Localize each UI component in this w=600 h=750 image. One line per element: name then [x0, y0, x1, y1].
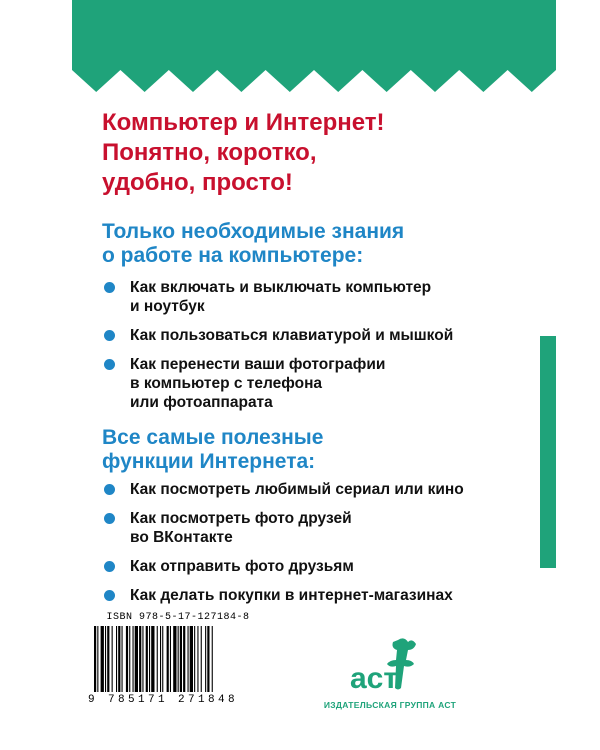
barcode-bar: [167, 626, 169, 692]
list-item-line: или фотоаппарата: [130, 394, 273, 411]
barcode-bars: [90, 626, 266, 694]
section1-title-line-1: Только необходимые знания: [102, 220, 405, 243]
section2-list: [102, 480, 532, 615]
bullet-dot-icon: [104, 590, 115, 601]
list-item: [102, 586, 532, 605]
list-item-line: Как отправить фото друзьям: [130, 558, 354, 575]
barcode-bar: [112, 626, 113, 692]
barcode-bar: [101, 626, 104, 692]
list-item-line: Как пользоваться клавиатурой и мышкой: [130, 327, 454, 344]
barcode-bar: [142, 626, 143, 692]
barcode-bar: [207, 626, 209, 692]
list-item: [102, 509, 532, 547]
barcode-bar: [94, 626, 96, 692]
bullet-dot-icon: [104, 330, 115, 341]
barcode-bar: [97, 626, 98, 692]
barcode-bar: [194, 626, 195, 692]
headline-line-2: Понятно, коротко,: [102, 139, 317, 166]
list-item-line: и ноутбук: [130, 298, 205, 315]
barcode-bar: [126, 626, 128, 692]
barcode-bar: [151, 626, 154, 692]
barcode-bar: [122, 626, 123, 692]
list-item-line: Как делать покупки в интернет-магазинах: [130, 587, 453, 604]
top-green-band: [72, 0, 556, 92]
barcode-bar: [170, 626, 171, 692]
barcode-bar: [149, 626, 150, 692]
barcode-bar: [212, 626, 213, 692]
section2-title-line-1: Все самые полезные: [102, 426, 324, 449]
side-green-tab: [540, 336, 556, 568]
list-item-line: Как перенести ваши фотографии: [130, 356, 386, 373]
barcode-bar: [188, 626, 189, 692]
bullet-dot-icon: [104, 359, 115, 370]
isbn-label: ISBN 978-5-17-127184-8: [106, 612, 250, 623]
barcode-bar: [157, 626, 158, 692]
bullet-dot-icon: [104, 561, 115, 572]
section1-list: [102, 278, 532, 422]
barcode-bar: [201, 626, 202, 692]
list-item-line: Как посмотреть любимый сериал или кино: [130, 481, 464, 498]
bullet-dot-icon: [104, 282, 115, 293]
barcode-bar: [139, 626, 141, 692]
barcode-bar: [173, 626, 176, 692]
list-item-line: во ВКонтакте: [130, 529, 233, 546]
barcode-bar: [129, 626, 130, 692]
headline-line-1: Компьютер и Интернет!: [102, 109, 385, 136]
barcode-bar: [107, 626, 109, 692]
list-item-line: в компьютер с телефона: [130, 375, 323, 392]
section2-title-line-2: функции Интернета:: [102, 450, 316, 473]
section1-title-line-2: о работе на компьютере:: [102, 244, 364, 267]
section2-title: [102, 426, 323, 474]
barcode-bar: [197, 626, 198, 692]
book-back-cover: [72, 0, 556, 721]
barcode-bar: [118, 626, 120, 692]
list-item-line: Как включать и выключать компьютер: [130, 279, 432, 296]
barcode-bar: [116, 626, 117, 692]
barcode-bar: [162, 626, 163, 692]
isbn-barcode: [88, 612, 268, 708]
list-item: [102, 278, 532, 316]
barcode-bar: [160, 626, 161, 692]
publisher-name: ИЗДАТЕЛЬСКАЯ ГРУППА АСТ: [323, 700, 457, 710]
barcode-bar: [190, 626, 193, 692]
list-item: [102, 355, 532, 412]
ast-logo-icon: [346, 636, 426, 696]
barcode-bar: [146, 626, 148, 692]
list-item: [102, 557, 532, 576]
list-item: [102, 326, 532, 345]
barcode-bar: [105, 626, 106, 692]
bullet-dot-icon: [104, 513, 115, 524]
bullet-dot-icon: [104, 484, 115, 495]
barcode-digits: 9 785171 271848: [88, 694, 239, 706]
list-item: [102, 480, 532, 499]
section1-title: [102, 220, 404, 268]
barcode-bar: [205, 626, 206, 692]
barcode-bar: [178, 626, 179, 692]
logo-text: аст: [350, 662, 399, 695]
headline-line-3: удобно, просто!: [102, 169, 293, 196]
headline: [102, 108, 385, 198]
barcode-bar: [183, 626, 185, 692]
barcode-bar: [133, 626, 134, 692]
barcode-bar: [135, 626, 138, 692]
barcode-bar: [180, 626, 182, 692]
list-item-line: Как посмотреть фото друзей: [130, 510, 352, 527]
